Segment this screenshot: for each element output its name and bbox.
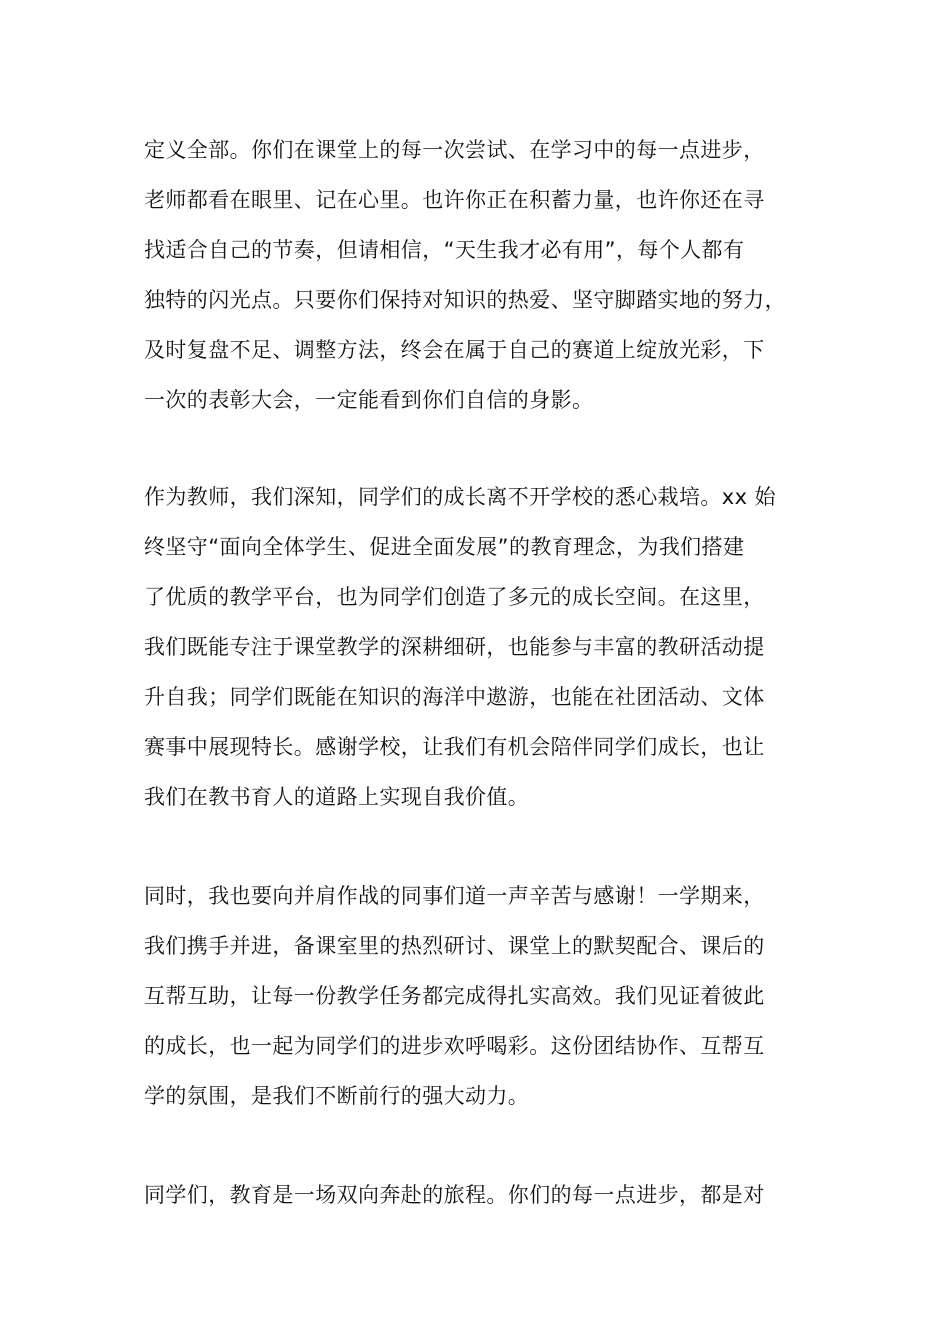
paragraph-3-line-2: 我们携手并进，备课室里的热烈研讨、课堂上的默契配合、课后的 — [144, 934, 765, 958]
paragraph-2-line-5: 升自我；同学们既能在知识的海洋中遨游，也能在社团活动、文体 — [144, 685, 765, 709]
paragraph-3-line-1: 同时，我也要向并肩作战的同事们道一声辛苦与感谢！一学期来， — [144, 884, 765, 908]
paragraph-1-line-1: 定义全部。你们在课堂上的每一次尝试、在学习中的每一点进步， — [144, 138, 765, 162]
paragraph-1-line-4: 独特的闪光点。只要你们保持对知识的热爱、坚守脚踏实地的努力， — [144, 288, 786, 312]
paragraph-2-line-1: 作为教师，我们深知，同学们的成长离不开学校的悉心栽培。xx 始 — [144, 485, 776, 509]
paragraph-1-line-6: 一次的表彰大会，一定能看到你们自信的身影。 — [144, 388, 594, 412]
paragraph-2-line-2: 终坚守“面向全体学生、促进全面发展”的教育理念，为我们搭建 — [144, 535, 745, 559]
paragraph-2-line-7: 我们在教书育人的道路上实现自我价值。 — [144, 785, 530, 809]
paragraph-4-line-1: 同学们，教育是一场双向奔赴的旅程。你们的每一点进步，都是对 — [144, 1183, 765, 1207]
paragraph-2-line-6: 赛事中展现特长。感谢学校，让我们有机会陪伴同学们成长，也让 — [144, 735, 765, 759]
paragraph-1-line-5: 及时复盘不足、调整方法，终会在属于自己的赛道上绽放光彩，下 — [144, 338, 765, 362]
paragraph-3-line-3: 互帮互助，让每一份教学任务都完成得扎实高效。我们见证着彼此 — [144, 984, 765, 1008]
paragraph-2-line-4: 我们既能专注于课堂教学的深耕细研，也能参与丰富的教研活动提 — [144, 635, 765, 659]
paragraph-3-line-4: 的成长，也一起为同学们的进步欢呼喝彩。这份团结协作、互帮互 — [144, 1034, 765, 1058]
paragraph-2-line-3: 了优质的教学平台，也为同学们创造了多元的成长空间。在这里， — [144, 585, 765, 609]
paragraph-1-line-3: 找适合自己的节奏，但请相信，“天生我才必有用”，每个人都有 — [144, 238, 745, 262]
paragraph-3-line-5: 学的氛围，是我们不断前行的强大动力。 — [144, 1084, 530, 1108]
paragraph-1-line-2: 老师都看在眼里、记在心里。也许你正在积蓄力量，也许你还在寻 — [144, 188, 765, 212]
